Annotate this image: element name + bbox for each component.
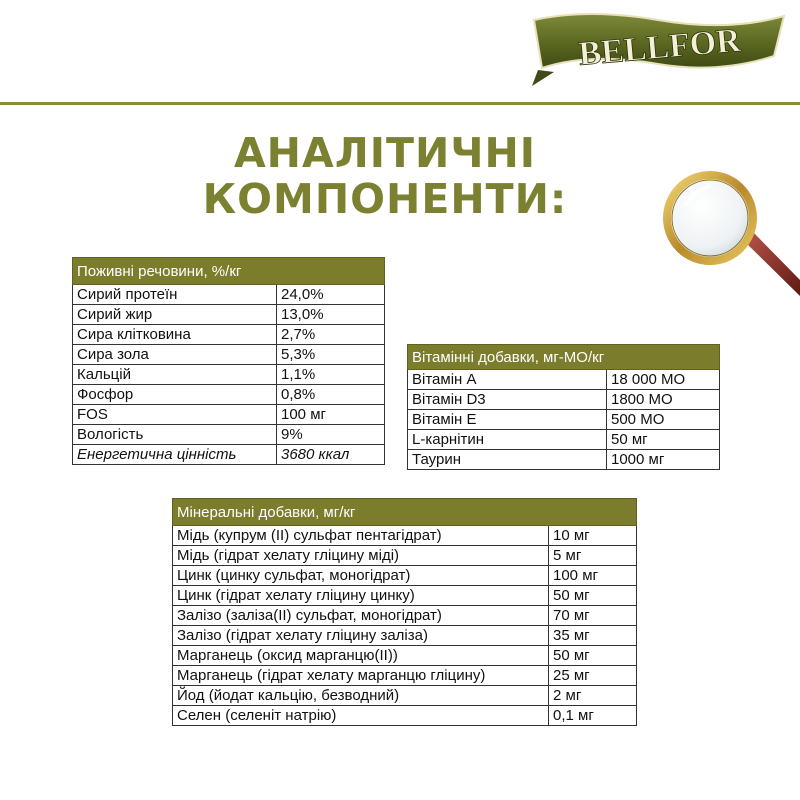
mineral-name: Залізо (гідрат хелату гліцину заліза) [173,626,549,646]
mineral-value: 10 мг [549,526,637,546]
table-row [173,666,637,686]
mineral-value: 25 мг [549,666,637,686]
table-row [73,425,385,445]
page-title-line2: КОМПОНЕНТИ: [202,175,568,223]
table-row [73,405,385,425]
nutrient-value: 2,7% [277,325,385,345]
table-row [408,450,720,470]
logo-text: BELLFOR [577,22,743,74]
nutrient-name: Енергетична цінність [73,445,277,465]
table-row [173,566,637,586]
nutrient-value: 9% [277,425,385,445]
nutrient-name: Сирий протеїн [73,285,277,305]
mineral-value: 5 мг [549,546,637,566]
table-row [73,325,385,345]
table-row [408,410,720,430]
mineral-value: 50 мг [549,646,637,666]
mineral-name: Йод (йодат кальцію, безводний) [173,686,549,706]
table-row [408,370,720,390]
vitamin-value: 500 МО [607,410,720,430]
mineral-name: Марганець (оксид марганцю(ІІ)) [173,646,549,666]
vitamin-value: 1000 мг [607,450,720,470]
page-title [150,130,620,222]
nutrient-value: 13,0% [277,305,385,325]
table-row [173,706,637,726]
bellfor-logo [528,12,790,90]
table-row [408,430,720,450]
table-row [173,586,637,606]
mineral-name: Селен (селеніт натрію) [173,706,549,726]
nutrient-name: Фосфор [73,385,277,405]
table-row [173,546,637,566]
vitamin-value: 1800 МО [607,390,720,410]
table-row [73,305,385,325]
nutrient-name: FOS [73,405,277,425]
mineral-value: 70 мг [549,606,637,626]
mineral-value: 2 мг [549,686,637,706]
nutrients-table-header: Поживні речовини, %/кг [73,258,385,285]
table-row [73,365,385,385]
table-row [173,606,637,626]
vitamin-name: Вітамін А [408,370,607,390]
nutrient-name: Сира зола [73,345,277,365]
table-row [73,345,385,365]
mineral-name: Залізо (заліза(ІІ) сульфат, моногідрат) [173,606,549,626]
vitamin-value: 50 мг [607,430,720,450]
table-row [408,390,720,410]
mineral-name: Цинк (цинку сульфат, моногідрат) [173,566,549,586]
nutrient-value: 5,3% [277,345,385,365]
vitamin-name: L-карнітин [408,430,607,450]
header-divider [0,102,800,105]
table-row [73,445,385,465]
nutrient-name: Кальцій [73,365,277,385]
vitamin-name: Таурин [408,450,607,470]
page-title-line1: АНАЛІТИЧНІ [233,129,537,177]
nutrient-name: Сирий жир [73,305,277,325]
mineral-value: 50 мг [549,586,637,606]
table-row [173,686,637,706]
minerals-table-header: Мінеральні добавки, мг/кг [173,499,637,526]
nutrient-value: 1,1% [277,365,385,385]
table-row [73,385,385,405]
nutrient-name: Сира клітковина [73,325,277,345]
mineral-value: 35 мг [549,626,637,646]
mineral-name: Марганець (гідрат хелату марганцю гліцину) [173,666,549,686]
nutrients-table [72,257,385,465]
table-row [173,646,637,666]
table-row [173,626,637,646]
nutrient-name: Вологість [73,425,277,445]
vitamin-value: 18 000 МО [607,370,720,390]
vitamins-table-header: Вітамінні добавки, мг-МО/кг [408,345,720,370]
table-row [73,285,385,305]
nutrient-value: 0,8% [277,385,385,405]
magnifier-icon [655,168,800,303]
mineral-value: 0,1 мг [549,706,637,726]
minerals-table [172,498,637,726]
vitamin-name: Вітамін Е [408,410,607,430]
nutrient-value: 24,0% [277,285,385,305]
mineral-name: Цинк (гідрат хелату гліцину цинку) [173,586,549,606]
table-row [173,526,637,546]
vitamin-name: Вітамін D3 [408,390,607,410]
nutrient-value: 3680 ккал [277,445,385,465]
nutrient-value: 100 мг [277,405,385,425]
mineral-value: 100 мг [549,566,637,586]
mineral-name: Мідь (гідрат хелату гліцину міді) [173,546,549,566]
vitamins-table [407,344,720,470]
mineral-name: Мідь (купрум (ІІ) сульфат пентагідрат) [173,526,549,546]
